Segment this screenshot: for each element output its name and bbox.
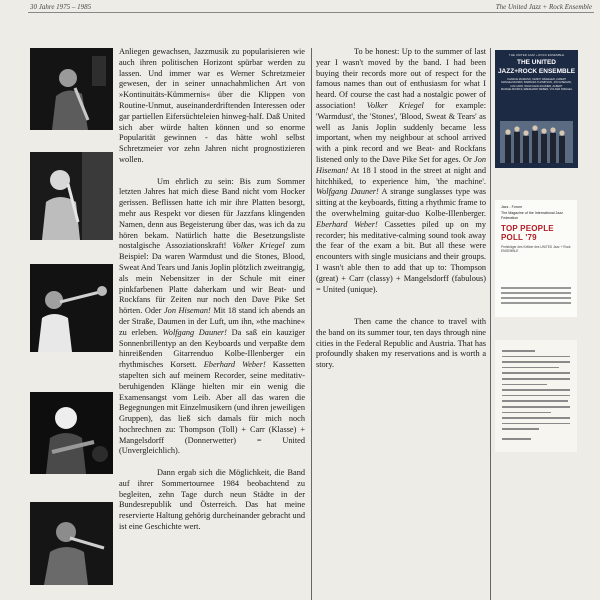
magazine-name: Jazz - Forum bbox=[501, 205, 522, 209]
text-run: A strange sunglasses type was sitting at the keyboards, fitting a rhythmic frame to the overwhelming guitar-duo Kolbe-Illenberger. bbox=[316, 187, 487, 218]
musician-name: Volker Kriegel bbox=[366, 100, 424, 110]
german-paragraph-2 bbox=[119, 177, 305, 458]
text-run: Kassetten stapelten sich auf meinem Recorder, seine meditativ-beruhigenden Klänge hielten mir ein wenig die Examensangst vom Leib. Aber all das waren die Begegnungen mit Einzelmusikern (und ihren jeweiligen Gruppen), das ließ sich damals für mich noch hochrechnen zu: Thompson (Toll) + Carr (Klasse) + Mangelsdorff (Donnerwetter) = United (Unvergleichlich). bbox=[119, 360, 305, 456]
musician-name: Jon Hiseman! bbox=[163, 306, 211, 316]
text-run: Mit 18 stand ich abends an der Straße, Daumen in der Luft, um ihn, »the machine« zu erleben. bbox=[119, 306, 305, 337]
text-run: Um ehrlich zu sein: Bis zum Sommer letzten Jahres hat mich diese Band nicht vom Hocker gerissen. Beflissen hatte ich mir ihre Platten besorgt, mehr aus Respekt vor diesen für Jazzfans klingenden Namen, denn aus Begeisterung über das, was ich da zu hören bekam. Natürlich hatte die Besetzungsliste nostalgische Assoziationskraft! bbox=[119, 176, 305, 251]
text-run: Then came the chance to travel with the band on its summer tour, ten days through nine cities in the Federal Republic and Austria. That has profoundly shaken my reservations and is worth a story. bbox=[316, 316, 486, 370]
poster-member-names: CHARLIE MARIANO, KENNY WHEELER, ALBERT MANGELSDORFF, BARBARA THOMPSON, JON HISEMAN, IAN CARR, WOLFGANG DAUNER, ALBERT MANGELSDORFF, EBERHARD WEBER, VOLKER KRIEGEL bbox=[500, 78, 573, 91]
poster-title-line-1: THE UNITED bbox=[517, 59, 556, 66]
poster-band-photo bbox=[500, 121, 573, 163]
musician-name: Volker Kriegel bbox=[232, 241, 285, 251]
poster-title-line-2: JAZZ+ROCK ENSEMBLE bbox=[497, 68, 576, 75]
text-run: Cassettes piled up on my recorder; his meditative-calming sound took away the fear of the exam a bit. But all these were encounters with single musicians and their groups. I wasn't able then to add that up to: Thompson (great) + Carr (classy) + Mangelsdorff (fabulous) = United (unique). bbox=[316, 219, 486, 294]
magazine-subtitle: The Magazine of the International Jazz Federation bbox=[501, 211, 563, 220]
magazine-poll-title: TOP PEOPLE POLL '79 bbox=[501, 224, 554, 243]
magazine-caption: Preisträger des Kritiker des UNITED Jazz + Rock ENSEMBLE bbox=[501, 245, 571, 254]
text-run: Dann ergab sich die Möglichkeit, die Band auf ihrer Sommertournee 1984 beobachtend zu begleiten, zehn Tage durch neun Städte in der Bundesrepublik und Österreich. Das hat meine reservierte Haltung gehörig durcheinander gebracht und ist eine Geschichte wert. bbox=[119, 468, 305, 532]
text-run: To be honest: Up to the summer of last year I wasn't moved by the band. I had been buying their records more out of respect for the famous names than out of enthusiasm for what I heard. Of course the cast had a nostalgic power of association! bbox=[316, 47, 486, 110]
photo-trumpet-player bbox=[30, 502, 113, 585]
magazine-text-lines bbox=[501, 287, 571, 309]
running-header-left: 30 Jahre 1975 – 1985 bbox=[30, 3, 92, 11]
english-paragraph-2 bbox=[316, 317, 486, 371]
header-rule bbox=[28, 12, 594, 13]
text-run: zum Beispiel: Da waren Warmdust und die Stones, Blood, Sweat And Tears und Janis Joplin plötzlich zweitrangig, als mein Nebensitzer in der Schule mit einer pinkfarbenen Platte daherkam und wir Beat- und Rockfans für Zeiten nur noch den Dave Pike Set hörten. Oder bbox=[119, 241, 305, 316]
musician-name: Wolfgang Dauner! bbox=[316, 187, 379, 197]
album-poster bbox=[495, 50, 578, 168]
photo-trumpeter bbox=[30, 264, 113, 352]
photo-woman-saxophone bbox=[30, 152, 113, 240]
german-text-column bbox=[119, 47, 305, 533]
magazine-clipping bbox=[495, 200, 577, 317]
musician-name: Eberhard Weber! bbox=[316, 219, 378, 229]
text-run: for example: 'Warmdust', the 'Stones', 'Blood, Sweat & Tears' as well as Janis Joplin suddenly became less important, when my neighbour at school arrived with a pink record and we Beat- and Rockfans listened only to the Dave Pike Set for ages. Or bbox=[316, 100, 486, 164]
english-text-column bbox=[316, 47, 486, 371]
musician-name: Wolfgang Dauner! bbox=[162, 327, 227, 337]
text-run: Anliegen gewachsen, Jazzmusik zu popularisieren wie auch ihren politischen Horizont spürbar werden zu lassen. Und immer war es Werner Schretzmeier gewesen, der in seiner unnachahmlichen Art von »Kontinuitäts-Kümmernis« über die Klippen von Routine-Unmut, auseinanderdriftenden Interessen oder gar partiellen Eifersüchteleien hinweg-half. Daß United sich aber würde halten können und so enorme Popularität gewinnen - das hätte wohl selbst Schretzmeier vor zehn Jahren nicht prognostizieren wollen. bbox=[119, 47, 305, 164]
musician-name: Eberhard Weber! bbox=[203, 360, 266, 370]
running-header-right: The United Jazz + Rock Ensemble bbox=[495, 3, 592, 11]
english-paragraph-1 bbox=[316, 47, 486, 295]
handwritten-letter bbox=[495, 340, 577, 452]
german-paragraph-3 bbox=[119, 468, 305, 533]
german-paragraph-1 bbox=[119, 47, 305, 166]
poster-small-heading: THE UNITED JAZZ + ROCK ENSEMBLE bbox=[508, 53, 565, 57]
musician-name: Jon Hiseman! bbox=[316, 154, 486, 175]
photo-guitarist bbox=[30, 392, 113, 474]
text-run: Da saß ein kauziger Sonnenbrillentyp an den Keyboards und verpaßte dem hinreißenden Gitarrenduo Kolbe-Illenberger ein rhythmisches Korsett. bbox=[119, 327, 305, 370]
column-divider bbox=[311, 48, 312, 600]
text-run: At 18 I stood in the street at night and hitchhiked, to experience him, 'the machine'. bbox=[316, 165, 486, 186]
photo-saxophonist bbox=[30, 48, 113, 130]
column-divider-right bbox=[490, 48, 491, 600]
